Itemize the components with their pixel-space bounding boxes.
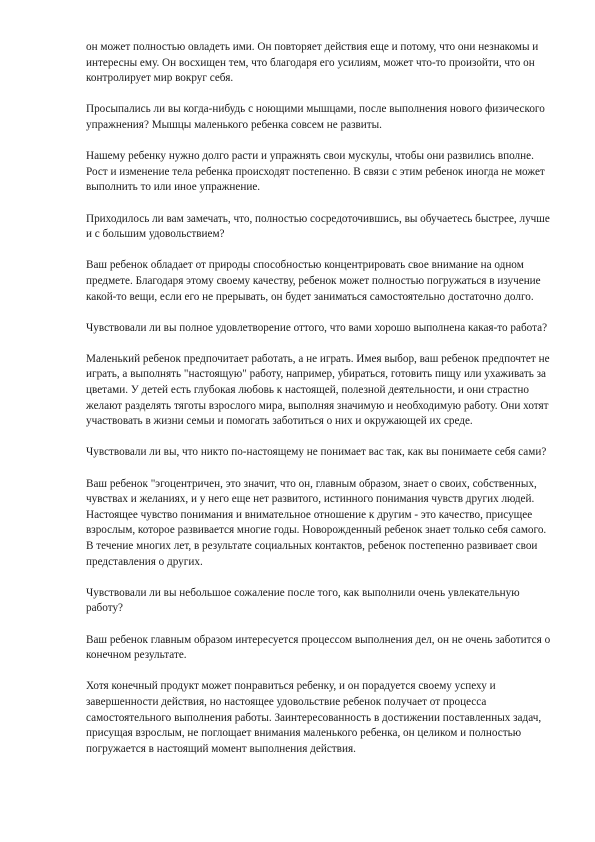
paragraph-1: он может полностью овладеть ими. Он повторяет действия еще и потому, что они незнакомы и интересны ему. Он восхищен тем, что благодаря его усилиям, может что-то произойти, что он контролирует мир вокруг себя. [86,41,539,85]
paragraph-3: Ваш ребенок обладает от природы способностью концентрировать свое внимание на одном предмете. Благодаря этому своему качеству, ребенок может полностью погружаться в изучение какой-то вещи, если его не прерывать, он будет заниматься самостоятельно достаточно долго. [86,259,541,303]
paragraph-4: Маленький ребенок предпочитает работать, а не играть. Имея выбор, ваш ребенок предпочтет не играть, а выполнять "настоящую" работу, например, убираться, готовить пищу или ухаживать за цветами. У детей есть глубокая любовь к настоящей, полезной деятельности, и они страстно желают разделять тяготы взрослого мира, выполняя значимую и необходимую работу. Они хотят участвовать в жизни семьи и помогать заботиться о них и окружающей их среде. [86,352,550,428]
paragraph-2: Нашему ребенку нужно долго расти и упражнять свои мускулы, чтобы они развились вполне. Рост и изменение тела ребенка происходят постепенно. В связи с этим ребенок иногда не может выполнить то или иное упражнение. [86,150,545,194]
question-1: Просыпались ли вы когда-нибудь с ноющими мышцами, после выполнения нового физического упражнения? Мышцы маленького ребенка совсем не развиты. [86,103,545,131]
paragraph-7: Хотя конечный продукт может понравиться ребенку, и он порадуется своему успеху и завершенности действия, но настоящее удовольствие ребенок получает от процесса самостоятельного выполнения работы. Заинтересованность в достижении поставленных задач, присущая взрослым, не поглощает внимания маленького ребенка, он целиком и полностью погружается в настоящий момент выполнения действия. [86,680,542,755]
question-2: Приходилось ли вам замечать, что, полностью сосредоточившись, вы обучаетесь быстрее, лучше и с большим удовольствием? [86,212,550,241]
question-4: Чувствовали ли вы, что никто по-настоящему не понимает вас так, как вы понимаете себя сами? [86,446,547,459]
document-page [86,40,554,773]
paragraph-6: Ваш ребенок главным образом интересуется процессом выполнения дел, он не очень заботится о конечном результате. [86,633,551,662]
paragraph-5: Ваш ребенок "эгоцентричен, это значит, что он, главным образом, знает о своих, собственных, чувствах и желаниях, и у него еще нет развитого, истинного понимания чувств других людей. Настоящее чувство понимания и внимательное отношение к другим - это качество, присущее взрослым, которое развивается многие годы. Новорожденный ребенок знает только себя самого. В течение многих лет, в результате социальных контактов, ребенок постепенно развивает свои представления о других. [86,477,547,568]
question-3: Чувствовали ли вы полное удовлетворение оттого, что вами хорошо выполнена какая-то работа? [86,321,548,334]
question-5: Чувствовали ли вы небольшое сожаление после того, как выполнили очень увлекательную работу? [86,586,520,615]
